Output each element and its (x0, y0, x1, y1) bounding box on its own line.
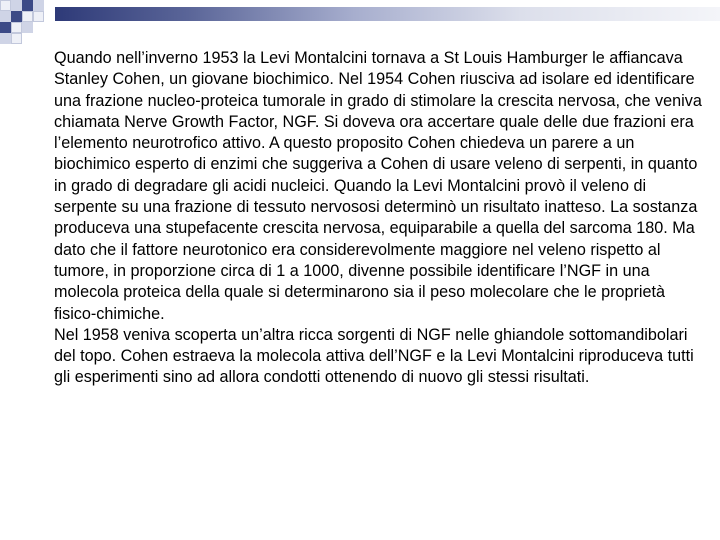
slide-body-text (54, 48, 704, 389)
paragraph-1: Quando nell’inverno 1953 la Levi Montalcini tornava a St Louis Hamburger le affiancava Stanley Cohen, un giovane biochimico. Nel 1954 Cohen riusciva ad isolare ed identificare una frazione nucleo-proteica tumorale in grado di stimolare la crescita nervosa, che veniva chiamata Nerve Growth Factor, NGF. Si doveva ora accertare quale delle due frazioni era l’elemento neurotrofico attivo. A questo proposito Cohen chiedeva un parere a un biochimico esperto di enzimi che suggeriva a Cohen di usare veleno di serpenti, in quanto in grado di degradare gli acidi nucleici. Quando la Levi Montalcini provò il veleno di serpente su una frazione di tessuto nervososi determinò un risultato inatteso. La sostanza produceva una stupefacente crescita nervosa, equiparabile a quella del sarcoma 180. Ma dato che il fattore neurotonico era considerevolmente maggiore nel veleno rispetto al tumore, in proporzione circa di 1 a 1000, divenne possibile identificare l’NGF in una molecola proteica della quale si determinarono sia il peso molecolare che le proprietà fisico-chimiche. (54, 49, 702, 323)
paragraph-2: Nel 1958 veniva scoperta un’altra ricca sorgenti di NGF nelle ghiandole sottomandibolari del topo. Cohen estraeva la molecola attiva dell’NGF e la Levi Montalcini riproduceva tutti gli esperimenti sino ad allora condotti ottenendo di nuovo gli stessi risultati. (54, 325, 694, 387)
header-gradient-bar (55, 7, 720, 21)
